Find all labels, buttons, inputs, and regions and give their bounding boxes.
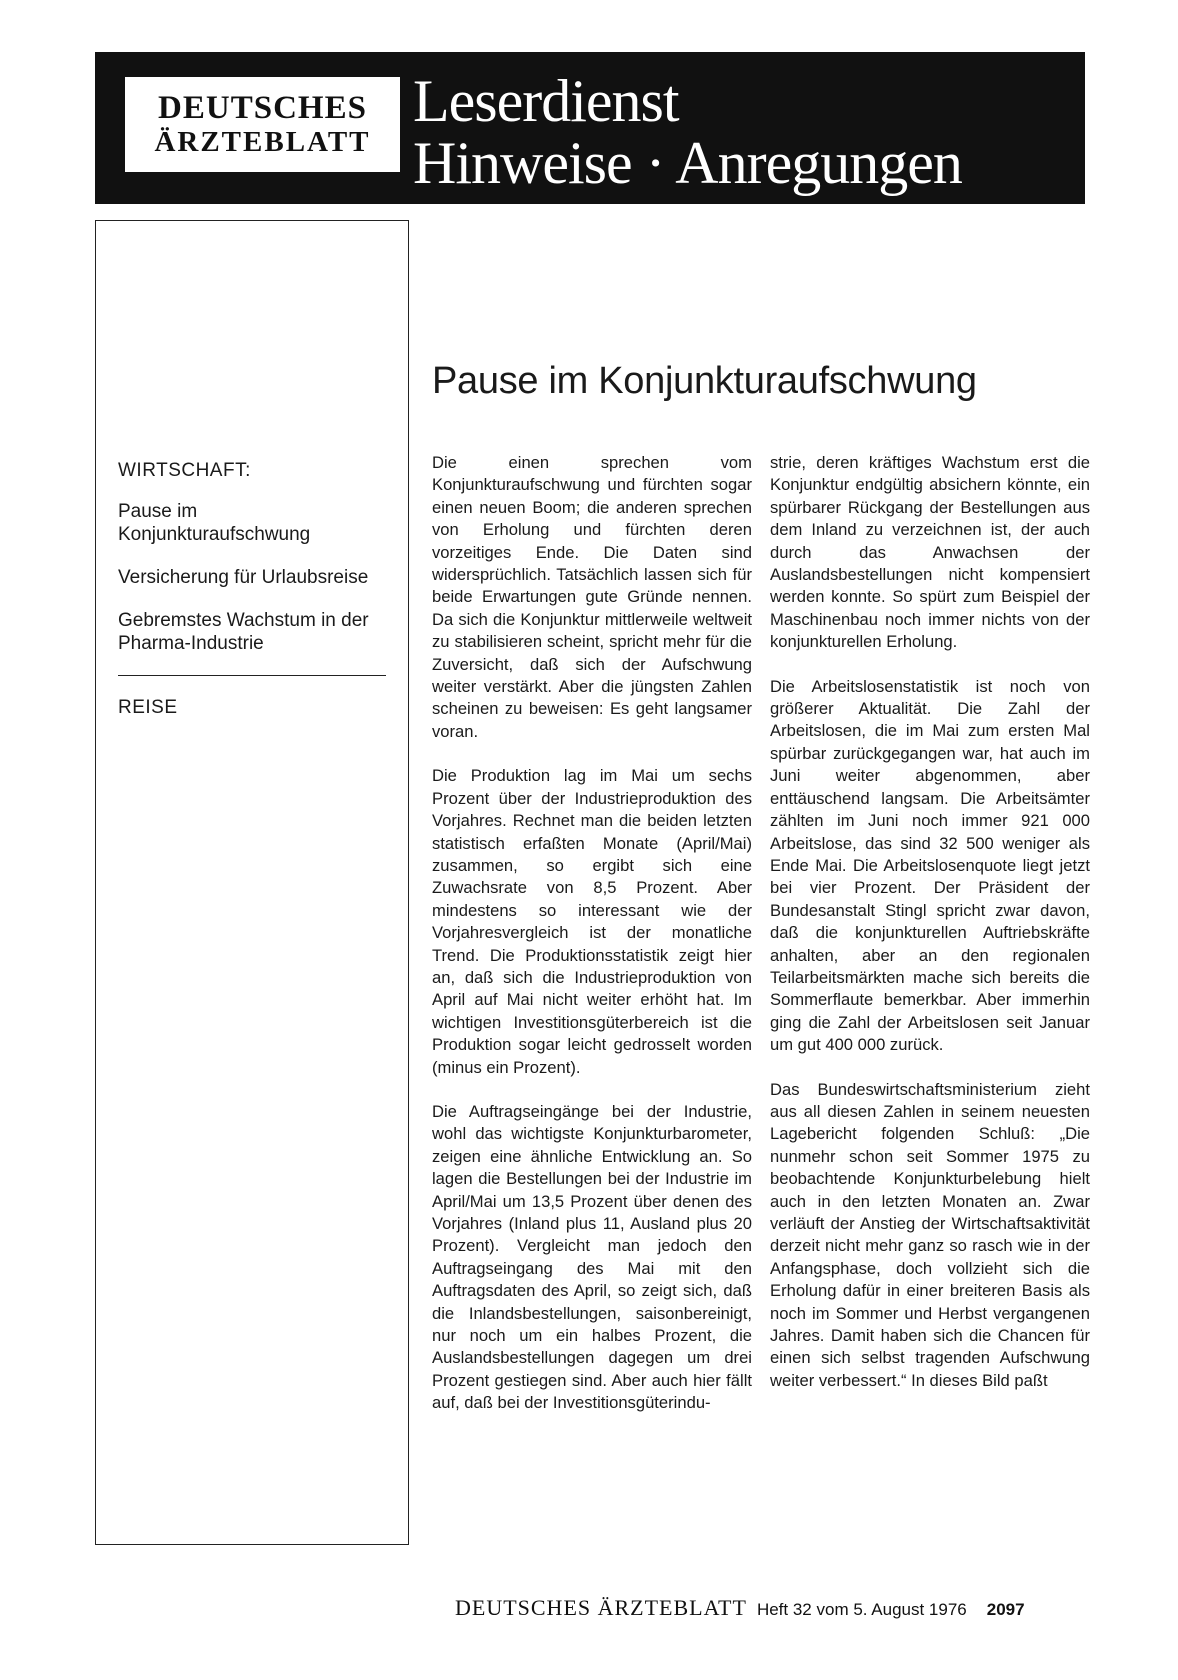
paragraph: Die einen sprechen vom Konjunkturaufschwung und fürchten sogar einen neuen Boom; die anderen sprechen von Erholung und fürchten deren vorzeitiges Ende. Die Daten sind widersprüchlich. Tatsächlich lassen sich für beide Erwartungen gute Gründe nennen. Da sich die Konjunktur mittlerweile weltweit zu stabilisieren scheint, spricht mehr für die Zuversicht, daß sich der Aufschwung weiter verstärkt. Aber die jüngsten Zahlen scheinen zu beweisen: Es geht langsamer voran. [432,453,752,741]
contents-sidebar [95,220,409,1545]
paragraph: Die Auftragseingänge bei der Industrie, wohl das wichtigste Konjunkturbarometer, zeigen eine ähnliche Entwicklung an. So lagen die Bestellungen bei der Industrie im April/Mai um 13,5 Prozent über denen des Vorjahres (Inland plus 11, Ausland plus 20 Prozent). Vergleicht man jedoch den Auftragseingang des Mai mit den Auftragsdaten des April, so zeigt sich, daß die Inlandsbestellungen, saisonbereinigt, nur noch um ein halbes Prozent, die Auslandsbestellungen dagegen um drei Prozent gestiegen sind. Aber auch hier fällt auf, daß bei der Investitionsgüterindu- [432,1101,752,1413]
page-footer [455,1595,1025,1621]
logo-line-2: ÄRZTEBLATT [154,125,371,158]
section-title-line-1: Leserdienst [413,68,679,134]
sidebar-item: Pause im Konjunkturaufschwung [118,501,311,545]
sidebar-section-reise: REISE [118,697,178,718]
article-title: Pause im Konjunkturaufschwung [432,360,977,402]
paragraph: Das Bundeswirtschaftsministerium zieht aus all diesen Zahlen in seinem neuesten Lagebericht folgenden Schluß: „Die nunmehr schon seit Sommer 1975 zu beobachtende Konjunkturbelebung hielt auch in den letzten Monaten an. Zwar verläuft der Anstieg der Wirtschaftsaktivität derzeit nicht mehr ganz so rasch wie in der Anfangsphase, doch vollzieht sich die Erholung dafür in einer breiteren Basis als noch im Sommer und Herbst vergangenen Jahres. Damit haben sich die Chancen für einen sich selbst tragenden Aufschwung weiter verbessert.“ In dieses Bild paßt [770,1079,1090,1390]
publication-logo [125,77,400,172]
paragraph: Die Arbeitslosenstatistik ist noch von größerer Aktualität. Die Zahl der Arbeitslosen, die im Mai zum ersten Mal spürbar zurückgegangen war, hat auch im Juni weiter abgenommen, aber enttäuschend langsam. Die Arbeitsämter zählten im Juni noch immer 921 000 Arbeitslose, das sind 32 500 weniger als Ende Mai. Die Arbeitslosenquote liegt jetzt bei vier Prozent. Der Präsident der Bundesanstalt Stingl spricht zwar davon, daß die konjunkturellen Auftriebskräfte anhalten, aber an den regionalen Teilarbeitsmärkten mache sich bereits die Sommerflaute bemerkbar. Aber immerhin ging die Zahl der Arbeitslosen seit Januar um gut 400 000 zurück. [770,676,1090,1055]
section-title-line-2: Hinweise · Anregungen [413,130,962,196]
footer-publication: DEUTSCHES ÄRZTEBLATT [455,1595,747,1620]
article-column-2 [770,452,1090,1414]
logo-line-1: DEUTSCHES [158,89,367,126]
paragraph: strie, deren kräftiges Wachstum erst die Konjunktur endgültig absichern könnte, ein spürbarer Rückgang der Bestellungen aus dem Inland zu verzeichnen ist, der auch durch das Anwachsen der Auslandsbestellungen nicht kompensiert werden konnte. So spürt zum Beispiel der Maschinenbau noch immer nichts von der konjunkturellen Erholung. [770,453,1090,652]
sidebar-item: Gebremstes Wachstum in der Pharma-Industrie [118,610,369,654]
sidebar-item: Versicherung für Urlaubsreise [118,567,369,588]
footer-issue: Heft 32 vom 5. August 1976 [756,1600,967,1619]
article-column-1 [432,452,752,1437]
header-banner [95,52,1085,204]
sidebar-section-wirtschaft: WIRTSCHAFT: [118,460,251,481]
paragraph: Die Produktion lag im Mai um sechs Prozent über der Industrieproduktion des Vorjahres. Rechnet man die beiden letzten statistisch erfaßten Monate (April/Mai) zusammen, so ergibt sich eine Zuwachsrate von 8,5 Prozent. Aber mindestens so interessant wie der Vorjahresvergleich ist der monatliche Trend. Die Produktionsstatistik zeigt hier an, daß sich die Industrieproduktion von April auf Mai nicht weiter erhöht hat. Im wichtigen Investitionsgüterbereich ist die Produktion sogar leicht gedrosselt worden (minus ein Prozent). [432,766,752,1077]
page-number: 2097 [986,1600,1025,1619]
contents-list [118,459,388,737]
sidebar-divider [118,675,386,676]
